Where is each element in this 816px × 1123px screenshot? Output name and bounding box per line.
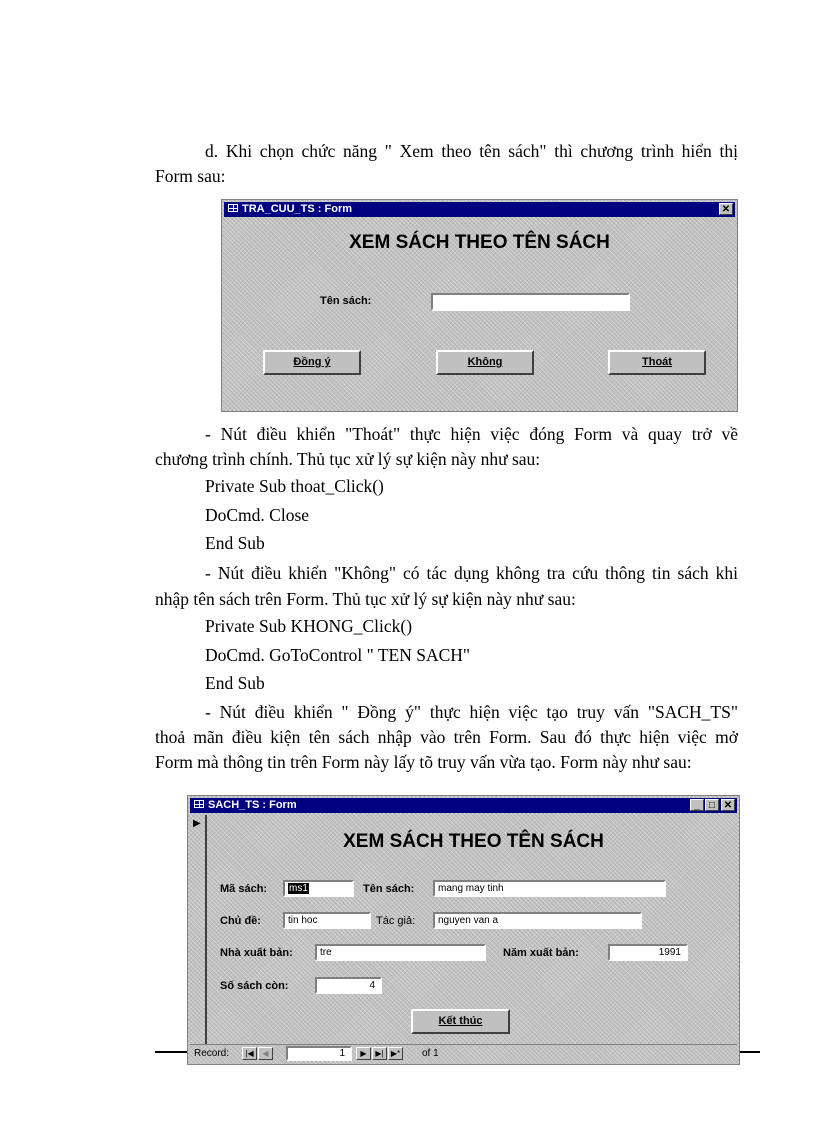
form2-titlebar — [190, 798, 737, 813]
khong-button[interactable] — [436, 350, 534, 375]
form1-heading: XEM SÁCH THEO TÊN SÁCH — [349, 232, 610, 253]
current-record-input[interactable]: 1 — [286, 1046, 352, 1061]
next-record-icon[interactable]: ▶ — [356, 1047, 371, 1060]
new-record-icon[interactable]: ▶* — [388, 1047, 403, 1060]
ma-sach-label: Mã sách: — [220, 883, 268, 895]
record-label: Record: — [194, 1048, 230, 1059]
tac-gia-field[interactable]: nguyen van a — [433, 912, 642, 929]
current-record-icon: ▶ — [193, 818, 201, 829]
code1-line3: End Sub — [205, 533, 265, 553]
sach-ts-form-window — [187, 795, 740, 1065]
thoat-button[interactable] — [608, 350, 706, 375]
code2-line2: DoCmd. GoToControl " TEN SACH" — [205, 645, 471, 665]
nam-xuat-ban-field[interactable]: 1991 — [608, 944, 688, 961]
khong-desc-line1: - Nút điều khiển "Không" có tác dụng không tra cứu thông tin sách khi — [205, 563, 738, 583]
nha-xuat-ban-field[interactable]: tre — [315, 944, 486, 961]
dong-y-label: Đồng ý — [293, 356, 331, 368]
so-sach-con-label: Số sách còn: — [220, 980, 289, 992]
close-icon[interactable]: ✕ — [719, 203, 733, 215]
prev-record-icon[interactable]: ◀ — [258, 1047, 273, 1060]
ten-sach-field[interactable]: mang may tinh — [433, 880, 666, 897]
code1-line2: DoCmd. Close — [205, 505, 310, 525]
ma-sach-value: ms1 — [289, 883, 308, 894]
so-sach-con-field[interactable]: 4 — [315, 977, 382, 994]
ket-thuc-button[interactable] — [411, 1009, 510, 1034]
tra-cuu-ts-form-window — [221, 199, 738, 412]
para-d-line2: Form sau: — [155, 166, 226, 186]
ten-sach-input[interactable] — [431, 293, 630, 311]
record-selector-bar[interactable] — [190, 815, 207, 1045]
form-icon — [228, 204, 238, 212]
chu-de-field[interactable]: tin hoc — [283, 912, 371, 929]
dongy-desc-line1: - Nút điều khiển " Đồng ý" thực hiện việc tạo truy vấn "SACH_TS" — [205, 702, 738, 722]
code2-line3: End Sub — [205, 673, 265, 693]
chu-de-label: Chủ đề: — [220, 915, 261, 927]
thoat-desc-line1: - Nút điều khiển "Thoát" thực hiện việc đóng Form và quay trở về — [205, 424, 738, 444]
form2-title: SACH_TS : Form — [208, 799, 297, 811]
form-icon — [194, 800, 204, 808]
record-count: of 1 — [422, 1048, 439, 1059]
form1-title: TRA_CUU_TS : Form — [242, 203, 353, 215]
para-d-line1: d. Khi chọn chức năng " Xem theo tên sách" thì chương trình hiển thị — [205, 141, 738, 161]
ten-sach-label: Tên sách: — [363, 883, 415, 895]
ket-thuc-label: Kết thúc — [438, 1015, 483, 1027]
dongy-desc-line2: thoả mãn điều kiện tên sách nhập vào trên Form. Sau đó thực hiện việc mở — [155, 727, 738, 747]
dongy-desc-line3: Form mà thông tin trên Form này lấy tõ truy vấn vừa tạo. Form này như sau: — [155, 752, 692, 772]
thoat-label: Thoát — [642, 356, 672, 368]
form2-heading: XEM SÁCH THEO TÊN SÁCH — [343, 831, 604, 852]
khong-label: Không — [467, 356, 503, 368]
form1-titlebar — [224, 202, 735, 217]
record-nav-bar — [190, 1044, 737, 1062]
maximize-icon[interactable]: □ — [705, 799, 719, 811]
ten-sach-label: Tên sách: — [320, 295, 372, 307]
nam-xuat-ban-label: Năm xuất bản: — [503, 947, 579, 959]
nha-xuat-ban-label: Nhà xuất bản: — [220, 947, 293, 959]
code1-line1: Private Sub thoat_Click() — [205, 476, 384, 496]
tac-gia-label: Tác giả: — [376, 915, 416, 927]
code2-line1: Private Sub KHONG_Click() — [205, 616, 413, 636]
last-record-icon[interactable]: ▶| — [372, 1047, 387, 1060]
thoat-desc-line2: chương trình chính. Thủ tục xử lý sự kiện này như sau: — [155, 449, 541, 469]
first-record-icon[interactable]: |◀ — [242, 1047, 257, 1060]
close-icon[interactable]: ✕ — [721, 799, 735, 811]
khong-desc-line2: nhập tên sách trên Form. Thủ tục xử lý sự kiện này như sau: — [155, 589, 576, 609]
dong-y-button[interactable] — [263, 350, 361, 375]
ma-sach-field[interactable] — [283, 880, 354, 897]
minimize-icon[interactable]: _ — [690, 799, 704, 811]
